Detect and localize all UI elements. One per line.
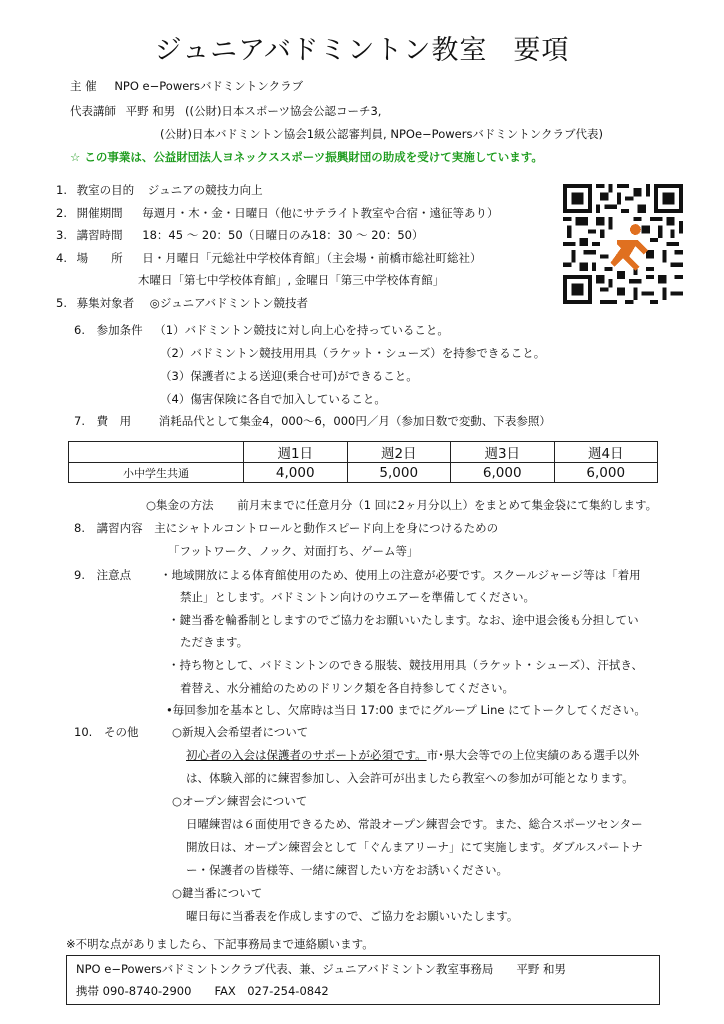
fee-table-corner	[69, 442, 244, 463]
beginner-requirement: 初心者の入会は保護者のサポートが必須です。	[186, 748, 427, 762]
item-4-label: 場 所	[76, 251, 123, 265]
other-heading-1: ○新規入会希望者について	[172, 725, 309, 739]
item-2-num: 2.	[56, 206, 67, 220]
other-heading-2: ○オープン練習会について	[172, 794, 308, 808]
item-9-label: 注意点	[96, 568, 132, 582]
item-7	[74, 414, 551, 428]
item-8-line-1: 主にシャトルコントロールと動作スピード向上を身につけるための	[154, 521, 499, 535]
title-suffix: 要項	[513, 35, 570, 66]
fee-header-1: 週1日	[244, 442, 348, 463]
item-5-label: 募集対象者	[76, 296, 135, 310]
condition-1: （1）バドミントン競技に対し向上心を持っていること。	[154, 323, 449, 337]
other-para-2b: 開放日は、オープン練習会として「ぐんまアリーナ」にて実施します。ダブルスパートナ	[186, 840, 643, 854]
note-2a: ・鍵当番を輪番制としますのでご協力をお願いいたします。なお、途中退会後も分担してい	[168, 613, 639, 627]
note-3a: ・持ち物として、バドミントンのできる服装、競技用用具（ラケット・シューズ）、汗拭き、	[168, 658, 643, 672]
fee-value-2: 5,000	[347, 463, 451, 483]
item-8-line-2: 「フットワーク、ノック、対面打ち、ゲーム等」	[168, 544, 419, 558]
other-heading-3: ○鍵当番について	[172, 886, 263, 900]
fee-row-label: 小中学生共通	[69, 463, 244, 483]
fee-header-2: 週2日	[347, 442, 451, 463]
other-para-2c: ー・保護者の皆様等、一緒に練習したい方をお誘いください。	[186, 863, 508, 877]
sponsor-label: 主 催	[70, 79, 97, 93]
item-6	[74, 323, 449, 337]
contact-note: ※不明な点がありましたら、下記事務局まで連絡願います。	[66, 937, 374, 951]
item-3-num: 3.	[56, 228, 67, 242]
fee-table-header-row	[69, 442, 658, 463]
instructor-name: 平野 和男	[125, 104, 176, 118]
item-2-label: 開催期間	[76, 206, 123, 220]
item-4	[56, 251, 482, 265]
other-para-1a	[186, 748, 639, 762]
fee-table-row	[69, 463, 658, 483]
qr-code-icon	[563, 184, 683, 304]
item-8-num: 8.	[74, 521, 85, 535]
page-title	[0, 34, 724, 68]
note-3b: 着替え、水分補給のためのドリンク類を各自持参してください。	[180, 681, 514, 695]
item-6-num: 6.	[74, 323, 85, 337]
note-4: •毎回参加を基本とし、欠席時は当日 17:00 までにグループ Line にてトークしてください。	[166, 703, 646, 717]
item-8-label: 講習内容	[96, 521, 143, 535]
collection-label: ○集金の方法	[146, 498, 214, 512]
item-4-num: 4.	[56, 251, 67, 265]
grant-notice: ☆ この事業は、公益財団法人ヨネックススポーツ振興財団の助成を受けて実施しています。	[70, 150, 543, 164]
note-1b: 禁止」とします。バドミントン向けのウエアーを準備してください。	[180, 590, 536, 604]
note-1a: ・地域開放による体育館使用のため、使用上の注意が必要です。スクールジャージ等は「着用	[160, 568, 641, 582]
fee-table	[68, 441, 658, 483]
condition-3: （3）保護者による送迎(乗合せ可)ができること。	[160, 369, 418, 383]
note-2b: ただきます。	[180, 635, 249, 649]
item-1	[56, 183, 263, 197]
contact-line-2: 携帯 090-8740-2900 FAX 027-254-0842	[76, 984, 329, 998]
other-para-1a-rest: 市･県大会等での上位実績のある選手以外	[426, 748, 640, 762]
item-10-label: その他	[103, 725, 139, 739]
contact-line-1: NPO e−Powersバドミントンクラブ代表、兼、ジュニアバドミントン教室事務局 平野 和男	[76, 962, 567, 976]
item-7-label: 費 用	[96, 414, 132, 428]
title-main: ジュニアバドミントン教室	[154, 35, 488, 66]
fee-value-3: 6,000	[451, 463, 555, 483]
fee-value-1: 4,000	[244, 463, 348, 483]
item-1-num: 1.	[56, 183, 67, 197]
item-7-num: 7.	[74, 414, 85, 428]
item-10	[74, 725, 138, 739]
instructor-cred-1: ((公財)日本スポーツ協会公認コーチ3,	[184, 104, 382, 118]
instructor-label: 代表講師	[70, 104, 116, 118]
item-5	[56, 296, 308, 310]
item-9-num: 9.	[74, 568, 85, 582]
fee-header-4: 週4日	[554, 442, 658, 463]
item-5-value: ◎ジュニアバドミントン競技者	[149, 296, 308, 310]
item-4-value-1: 日・月曜日「元総社中学校体育館」（主会場・前橋市総社町総社）	[142, 251, 482, 265]
item-3-value: 18：45 〜 20：50（日曜日のみ18：30 〜 20：50）	[142, 228, 424, 242]
item-2-value: 毎週月・木・金・日曜日（他にサテライト教室や合宿・遠征等あり）	[142, 206, 499, 220]
item-6-label: 参加条件	[96, 323, 143, 337]
item-1-value: ジュニアの競技力向上	[147, 183, 263, 197]
item-7-value: 消耗品代として集金4，000〜6，000円／月（参加日数で変動、下表参照）	[158, 414, 551, 428]
condition-2: （2）バドミントン競技用用具（ラケット・シューズ）を持参できること。	[160, 346, 546, 360]
other-para-3: 曜日毎に当番表を作成しますので、ご協力をお願いいたします。	[186, 909, 519, 923]
item-3-label: 講習時間	[76, 228, 123, 242]
sponsor-line	[70, 79, 303, 93]
instructor-line	[70, 104, 381, 118]
condition-4: （4）傷害保険に各自で加入していること。	[160, 392, 386, 406]
other-para-1b: は、体験入部的に練習参加し、入会許可が出ましたら教室への参加が可能となります。	[186, 771, 634, 785]
item-1-label: 教室の目的	[76, 183, 135, 197]
sponsor-name: NPO e−Powersバドミントンクラブ	[114, 79, 304, 93]
item-5-num: 5.	[56, 296, 67, 310]
item-2	[56, 206, 498, 220]
other-para-2a: 日曜練習は６面使用できるため、常設オープン練習会です。また、総合スポーツセンター	[186, 817, 643, 831]
item-9	[74, 568, 131, 582]
fee-value-4: 6,000	[554, 463, 658, 483]
item-3	[56, 228, 423, 242]
item-4-value-2: 木曜日「第七中学校体育館」, 金曜日「第三中学校体育館」	[138, 273, 445, 287]
instructor-cred-2: (公財)日本バドミントン協会1級公認審判員, NPOe−Powersバドミントンクラブ代表)	[160, 127, 603, 141]
fee-header-3: 週3日	[451, 442, 555, 463]
item-8	[74, 521, 498, 535]
item-10-num: 10.	[74, 725, 93, 739]
collection-method	[146, 498, 657, 512]
collection-value: 前月末までに任意月分（1 回に2ヶ月分以上）をまとめて集金袋にて集約します。	[237, 498, 658, 512]
